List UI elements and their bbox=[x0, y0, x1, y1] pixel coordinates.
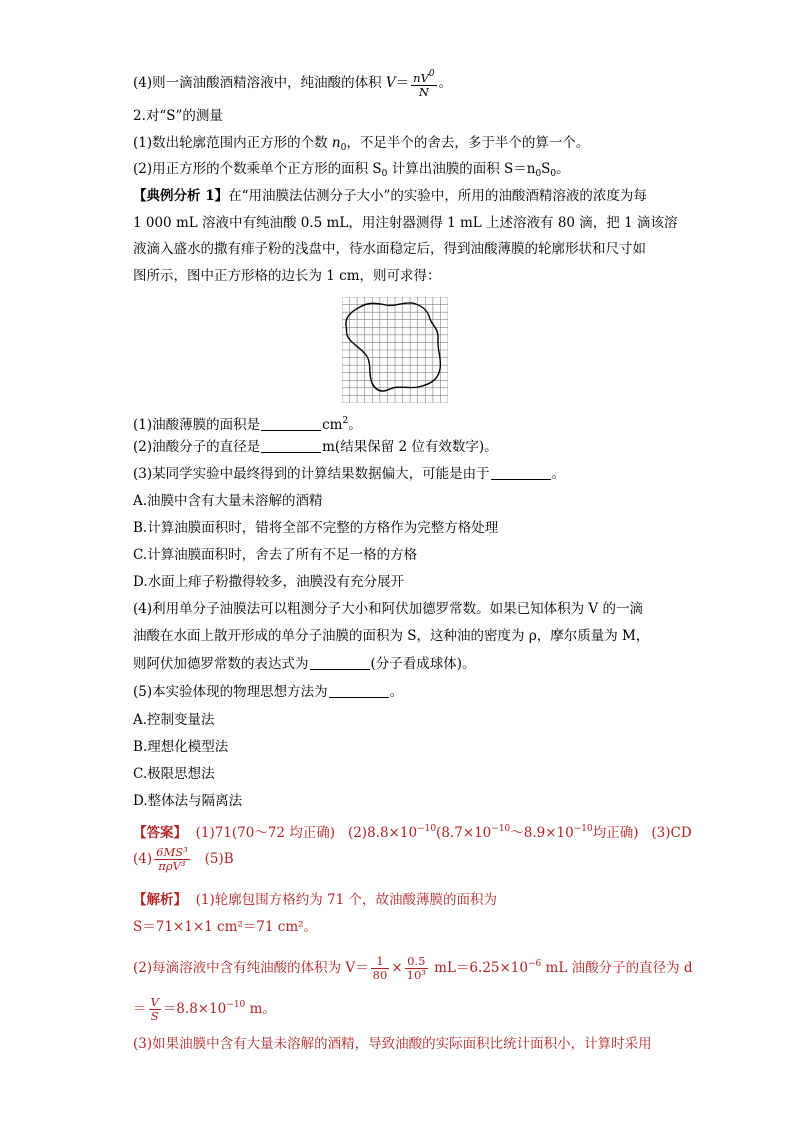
answer-2-exp: −10 bbox=[417, 824, 437, 834]
analysis-tag: 【解析】 bbox=[133, 892, 187, 908]
example-tag: 【典例分析 1】 bbox=[133, 188, 229, 204]
answer-4-den: πρV³ bbox=[158, 859, 186, 873]
item4-prefix: (4)则一滴油酸酒精溶液中，纯油酸的体积 bbox=[133, 75, 386, 91]
question-1 bbox=[133, 411, 362, 435]
question-3 bbox=[133, 464, 565, 484]
question-4-line-2: 油酸在水面上散开形成的单分子油膜的面积为 S，这种油的密度为 ρ，摩尔质量为 M， bbox=[133, 628, 650, 644]
example-line-2: 1 000 mL 溶液中有纯油酸 0.5 mL，用注射器测得 1 mL 上述溶液有 80 滴，把 1 滴该溶 bbox=[133, 215, 678, 231]
s2-s: S bbox=[541, 161, 551, 177]
answer-2-exp2: −10 bbox=[491, 824, 511, 834]
analysis-frac-2 bbox=[405, 955, 428, 982]
answer-2-range-low: (8.7×10 bbox=[436, 825, 492, 841]
answer-5: (5)B bbox=[204, 851, 234, 867]
answer-4-prefix: (4) bbox=[133, 851, 153, 867]
analysis-l3-mid: mL＝6.25×10 bbox=[429, 960, 528, 976]
s1-n-sub: 0 bbox=[340, 143, 347, 153]
analysis-frac-3-den: S bbox=[150, 1009, 159, 1023]
analysis-line-3 bbox=[133, 954, 693, 982]
example-line-3: 液滴入盛水的撒有痱子粉的浅盘中，待水面稳定后，得到油酸薄膜的轮廓形状和尺寸如 bbox=[133, 241, 646, 257]
q4-prefix: 则阿伏加德罗常数的表达式为 bbox=[133, 656, 309, 672]
answer-1: (1)71(70～72 均正确) bbox=[195, 825, 336, 841]
analysis-line-5: (3)如果油膜中含有大量未溶解的酒精，导致油酸的实际面积比统计面积小，计算时采用 bbox=[133, 1036, 652, 1052]
analysis-frac-2-den: 10³ bbox=[406, 968, 426, 982]
q5-prefix: (5)本实验体现的物理思想方法为 bbox=[133, 684, 328, 700]
q5-end: 。 bbox=[389, 684, 404, 700]
q1-answer-blank[interactable] bbox=[261, 417, 321, 431]
analysis-times: × bbox=[391, 960, 403, 976]
item4-line bbox=[133, 68, 452, 99]
item4-fraction-den: N bbox=[418, 85, 429, 99]
s2-mid: 计算出油膜的面积 S＝n bbox=[387, 161, 536, 177]
answer-4-fraction bbox=[154, 846, 190, 873]
item4-fraction-num: nV bbox=[413, 71, 429, 85]
example-line-1 bbox=[133, 186, 647, 206]
q3-option-c: C.计算油膜面积时，舍去了所有不足一格的方格 bbox=[133, 547, 418, 563]
q3-answer-blank[interactable] bbox=[491, 466, 551, 480]
answer-tag: 【答案】 bbox=[133, 825, 187, 841]
q5-option-b: B.理想化模型法 bbox=[133, 739, 229, 755]
analysis-frac-1 bbox=[371, 955, 390, 982]
example-p1: 在“用油膜法估测分子大小”的实验中，所用的油酸酒精溶液的浓度为每 bbox=[228, 188, 647, 204]
question-4-line-1: (4)利用单分子油膜法可以粗测分子大小和阿伏加德罗常数。如果已知体积为 V 的一滴 bbox=[133, 601, 643, 617]
item4-end: 。 bbox=[438, 75, 453, 91]
analysis-l3-suffix: mL 油酸分子的直径为 d bbox=[541, 960, 693, 976]
question-5 bbox=[133, 682, 403, 702]
q1-end: 。 bbox=[348, 417, 362, 433]
s1-suffix: ，不足半个的舍去，多于半个的算一个。 bbox=[346, 135, 590, 151]
s2-prefix: (2)用正方形的个数乘单个正方形的面积 S bbox=[133, 161, 382, 177]
answer-4-num: 6MS³ bbox=[156, 845, 188, 859]
analysis-line-1 bbox=[133, 890, 497, 910]
s2-n0-sub: 0 bbox=[535, 169, 542, 179]
analysis-line-2: S＝71×1×1 cm²＝71 cm²。 bbox=[133, 919, 318, 935]
item4-fraction bbox=[411, 68, 436, 99]
q1-prefix: (1)油酸薄膜的面积是 bbox=[133, 417, 261, 433]
answer-2-range-high: ～8.9×10 bbox=[510, 825, 574, 841]
s1-n: n bbox=[331, 135, 341, 151]
answer-line-1 bbox=[133, 819, 692, 843]
q4-suffix: (分子看成球体)。 bbox=[370, 656, 476, 672]
analysis-l1: (1)轮廓包围方格约为 71 个，故油酸薄膜的面积为 bbox=[195, 892, 497, 908]
answer-2-prefix: (2)8.8×10 bbox=[347, 825, 418, 841]
analysis-l3-prefix: (2)每滴溶液中含有纯油酸的体积为 V＝ bbox=[133, 960, 369, 976]
s2-s0-sub: 0 bbox=[381, 169, 388, 179]
analysis-l4-exp: −10 bbox=[226, 1000, 246, 1010]
analysis-frac-2-num: 0.5 bbox=[405, 955, 428, 969]
s1-prefix: (1)数出轮廓范围内正方形的个数 bbox=[133, 135, 332, 151]
answer-2-exp3: −10 bbox=[573, 824, 593, 834]
q2-suffix: m(结果保留 2 位有效数字)。 bbox=[322, 439, 498, 455]
analysis-l4-suffix: m。 bbox=[245, 1001, 276, 1017]
s-step-2 bbox=[133, 159, 570, 184]
q5-option-a: A.控制变量法 bbox=[133, 712, 215, 728]
analysis-frac-3-num: V bbox=[150, 995, 159, 1009]
analysis-frac-3 bbox=[149, 996, 161, 1023]
q5-answer-blank[interactable] bbox=[329, 684, 389, 698]
s-measure-title: 2.对“S”的测量 bbox=[133, 108, 223, 124]
oil-film-grid-figure bbox=[342, 297, 448, 403]
oil-film-outline bbox=[346, 303, 441, 391]
analysis-frac-1-num: 1 bbox=[371, 955, 390, 969]
answer-line-2 bbox=[133, 846, 234, 873]
analysis-l4-prefix: ＝ bbox=[133, 1001, 147, 1017]
analysis-l3-exp: −6 bbox=[527, 959, 542, 969]
q3-prefix: (3)某同学实验中最终得到的计算结果数据偏大，可能是由于 bbox=[133, 466, 490, 482]
q4-answer-blank[interactable] bbox=[310, 656, 370, 670]
s2-end: 。 bbox=[556, 161, 570, 177]
q5-option-c: C.极限思想法 bbox=[133, 766, 215, 782]
q1-unit: cm bbox=[322, 417, 343, 433]
q3-end: 。 bbox=[551, 466, 566, 482]
q3-option-a: A.油膜中含有大量未溶解的酒精 bbox=[133, 493, 323, 509]
answer-3: (3)CD bbox=[651, 825, 692, 841]
item4-eq: ＝ bbox=[395, 75, 410, 91]
q5-option-d: D.整体法与隔离法 bbox=[133, 793, 243, 809]
question-2 bbox=[133, 437, 498, 457]
question-4-line-3 bbox=[133, 654, 476, 674]
q2-prefix: (2)油酸分子的直径是 bbox=[133, 439, 261, 455]
s-step-1 bbox=[133, 133, 589, 158]
q1-unit-sup: 2 bbox=[342, 416, 349, 426]
analysis-l4-mid: ＝8.8×10 bbox=[162, 1001, 227, 1017]
q3-option-d: D.水面上痱子粉撒得较多，油膜没有充分展开 bbox=[133, 574, 405, 590]
item4-fraction-num-sup: 0 bbox=[428, 69, 435, 79]
analysis-frac-1-den: 80 bbox=[372, 968, 388, 982]
example-line-4: 图所示，图中正方形格的边长为 1 cm，则可求得： bbox=[133, 268, 441, 284]
answer-2-suffix: 均正确) bbox=[592, 825, 639, 841]
item4-var-v: V bbox=[385, 75, 396, 91]
q3-option-b: B.计算油膜面积时，错将全部不完整的方格作为完整方格处理 bbox=[133, 520, 499, 536]
q2-answer-blank[interactable] bbox=[261, 439, 321, 453]
s2-s-sub: 0 bbox=[550, 169, 557, 179]
analysis-line-4 bbox=[133, 995, 276, 1023]
